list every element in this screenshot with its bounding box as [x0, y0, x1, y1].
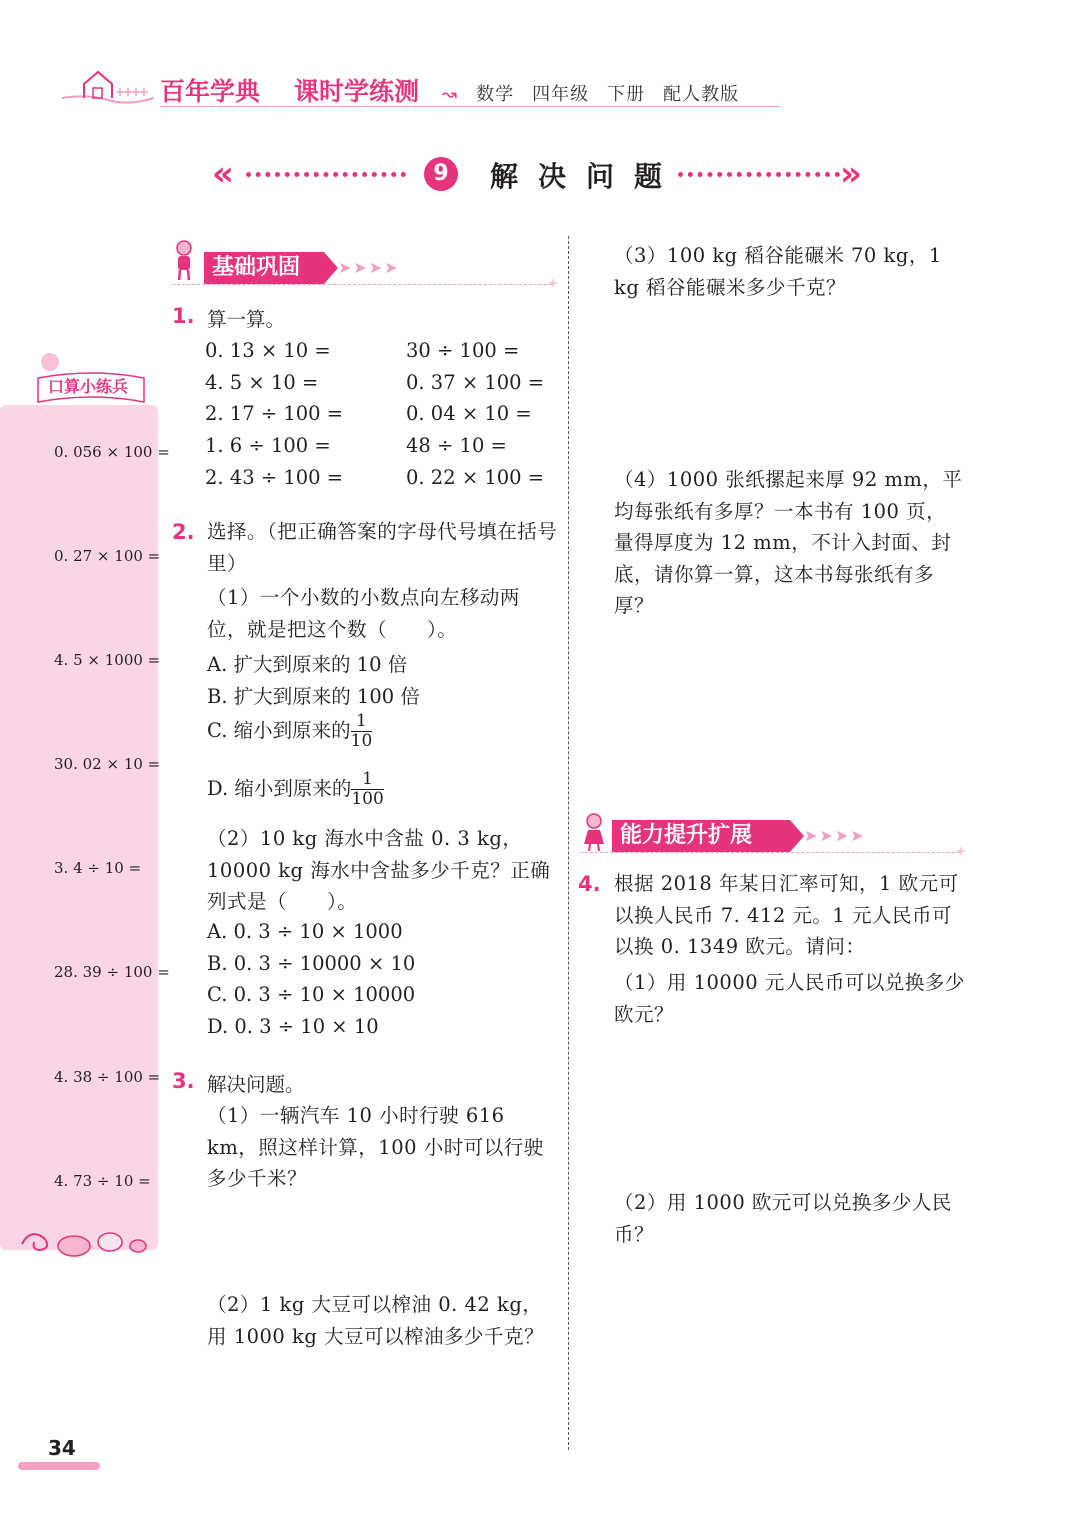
double-chevron-left-icon: « — [212, 154, 234, 194]
meta-volume: 下册 — [607, 84, 646, 105]
meta-subject: 数学 — [476, 84, 515, 105]
fraction-numerator: 1 — [351, 712, 373, 732]
question-title: 解决问题。 — [207, 1073, 305, 1096]
section-dashed-rule — [172, 284, 552, 285]
meta-edition: 配人教版 — [663, 84, 740, 105]
option-d: D. 0. 3 ÷ 10 × 10 — [207, 1015, 379, 1038]
dotted-rule-left — [246, 172, 406, 177]
option-a: A. 扩大到原来的 10 倍 — [207, 653, 408, 676]
question-number: 1. — [172, 304, 195, 328]
sidebar-title: 口算小练兵 — [48, 377, 129, 396]
decorative-swirl-icon — [14, 1222, 154, 1264]
fraction — [351, 770, 383, 809]
option-b: B. 0. 3 ÷ 10000 × 10 — [207, 952, 416, 975]
option-c: C. 0. 3 ÷ 10 × 10000 — [207, 983, 416, 1006]
fraction-numerator: 1 — [351, 770, 383, 790]
option-d-text: D. 缩小到原来的 — [207, 777, 352, 800]
sidebar-item: 28. 39 ÷ 100 = — [54, 963, 170, 981]
dotted-rule-right — [678, 172, 840, 177]
question-stem: （2）10 kg 海水中含盐 0. 3 kg，10000 kg 海水中含盐多少千克？正确列式是（ ）。 — [207, 827, 551, 913]
sidebar-item: 3. 4 ÷ 10 = — [54, 859, 142, 877]
page-number-bar — [18, 1462, 100, 1470]
question-number: 4. — [578, 872, 601, 896]
question-number: 2. — [172, 520, 195, 544]
header-meta — [442, 80, 757, 106]
calc-item: 0. 37 × 100 = — [406, 371, 545, 394]
sidebar-item: 0. 056 × 100 = — [54, 443, 170, 461]
girl-figure-icon — [580, 812, 610, 852]
banner-arrow-icon — [790, 820, 804, 852]
option-a: A. 0. 3 ÷ 10 × 1000 — [207, 920, 403, 943]
calc-item: 2. 43 ÷ 100 = — [205, 466, 344, 489]
sidebar-item: 0. 27 × 100 = — [54, 547, 161, 565]
column-divider — [568, 236, 569, 1450]
calc-item: 0. 22 × 100 = — [406, 466, 545, 489]
option-b: B. 扩大到原来的 100 倍 — [207, 685, 420, 708]
calc-item: 48 ÷ 10 = — [406, 434, 507, 457]
sidebar-item: 4. 73 ÷ 10 = — [54, 1172, 151, 1190]
fraction-denominator: 100 — [351, 789, 384, 809]
chapter-number: 9 — [424, 157, 458, 191]
house-logo-icon — [58, 64, 158, 108]
brand-subtitle: 课时学练测 — [294, 77, 420, 106]
calc-item: 30 ÷ 100 = — [406, 339, 520, 362]
problem-2: （2）1 kg 大豆可以榨油 0. 42 kg，用 1000 kg 大豆可以榨油多少千克？ — [207, 1293, 545, 1348]
mental-math-sidebar — [0, 405, 161, 1250]
section-dashed-rule — [580, 852, 960, 853]
brand-title: 百年学典 — [160, 77, 261, 106]
student-figure-icon — [172, 240, 196, 282]
meta-grade: 四年级 — [532, 84, 590, 105]
question-intro: 根据 2018 年某日汇率可知，1 欧元可以换人民币 7. 412 元。1 元人民币可以换 0. 1349 欧元。请问： — [614, 872, 959, 958]
calc-item: 0. 13 × 10 = — [205, 339, 331, 362]
calc-item: 4. 5 × 10 = — [205, 371, 319, 394]
fraction-denominator: 10 — [350, 731, 373, 751]
problem-3: （3）100 kg 稻谷能碾米 70 kg，1 kg 稻谷能碾米多少千克？ — [614, 244, 942, 299]
question-intro: 选择。（把正确答案的字母代号填在括号里） — [207, 520, 558, 575]
calc-item: 0. 04 × 10 = — [406, 402, 532, 425]
sidebar-item: 30. 02 × 10 = — [54, 755, 161, 773]
question-stem: （1）一个小数的小数点向左移动两位，就是把这个数（ ）。 — [207, 586, 520, 641]
banner-arrow-icon — [324, 252, 338, 284]
question-number: 3. — [172, 1069, 195, 1093]
arrows-decoration-icon: ➤➤➤➤ — [804, 826, 866, 845]
arrow-icon: ↝ — [442, 84, 459, 105]
option-c-text: C. 缩小到原来的 — [207, 719, 351, 742]
calc-item: 1. 6 ÷ 100 = — [205, 434, 331, 457]
arrows-decoration-icon: ➤➤➤➤ — [338, 258, 400, 277]
header-rule — [160, 106, 780, 107]
section-banner-basics: 基础巩固 — [204, 252, 324, 284]
fraction — [351, 712, 373, 751]
plus-marker-icon: + — [956, 844, 967, 858]
option-d — [207, 770, 384, 809]
page-number: 34 — [48, 1436, 76, 1460]
option-c — [207, 712, 372, 751]
plus-marker-icon: + — [548, 276, 559, 290]
problem-2: （2）用 1000 欧元可以兑换多少人民币？ — [614, 1191, 952, 1246]
sidebar-item: 4. 38 ÷ 100 = — [54, 1068, 161, 1086]
problem-1: （1）一辆汽车 10 小时行驶 616 km，照这样计算，100 小时可以行驶多少千米？ — [207, 1104, 544, 1190]
chapter-title: 解决问题 — [490, 160, 683, 193]
problem-4: （4）1000 张纸摞起来厚 92 mm，平均每张纸有多厚？一本书有 100 页，量得厚度为 12 mm，不计入封面、封底，请你算一算，这本书每张纸有多厚？ — [614, 468, 963, 617]
question-title: 算一算。 — [207, 308, 286, 331]
problem-1: （1）用 10000 元人民币可以兑换多少欧元？ — [614, 971, 965, 1026]
section-banner-advanced: 能力提升扩展 — [612, 820, 790, 852]
sidebar-item: 4. 5 × 1000 = — [54, 651, 161, 669]
double-chevron-right-icon: » — [840, 154, 862, 194]
calc-item: 2. 17 ÷ 100 = — [205, 402, 344, 425]
